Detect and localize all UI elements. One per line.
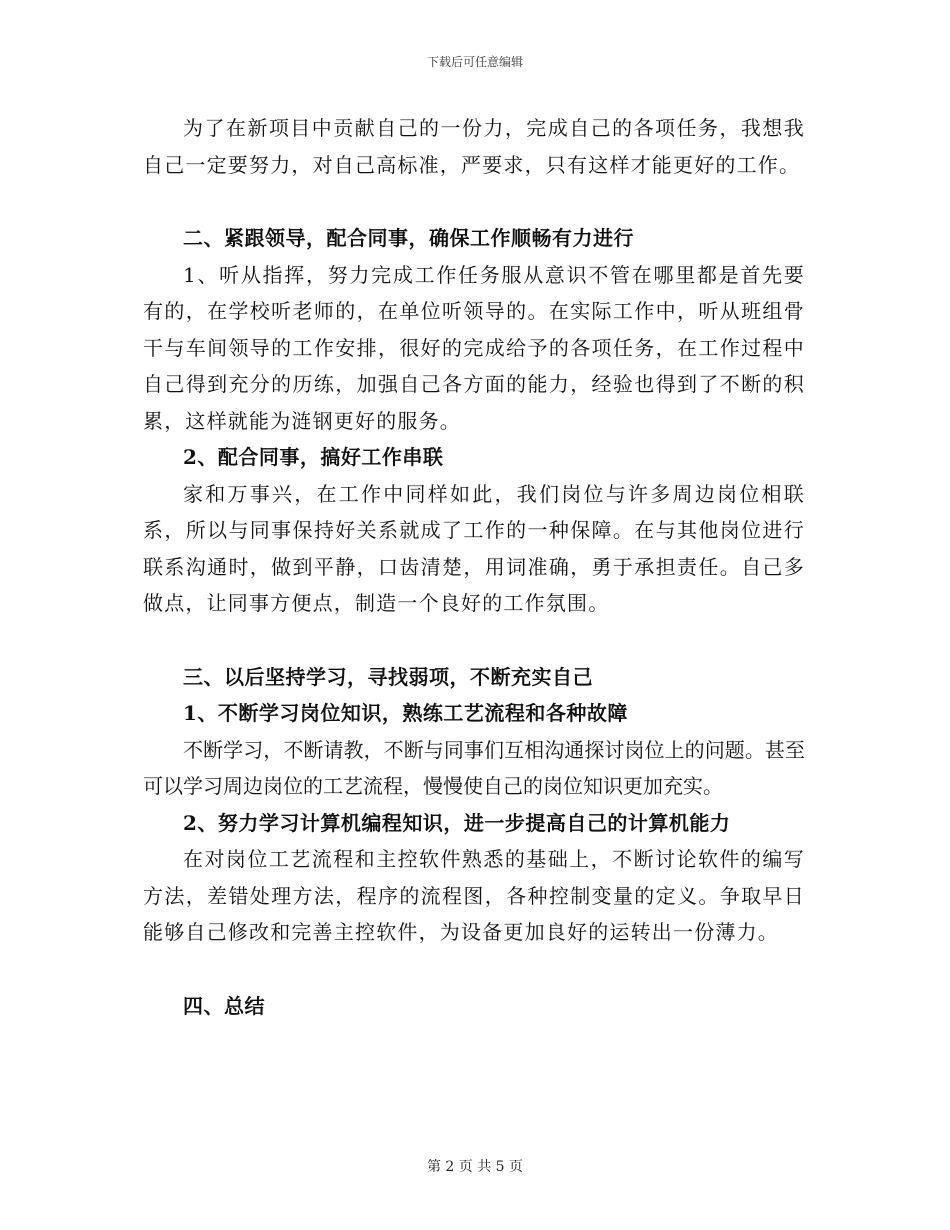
page-number: 第 2 页 共 5 页: [426, 1159, 524, 1175]
page-header: 下载后可任意编辑: [426, 55, 523, 69]
section-spacer: [143, 622, 805, 659]
section-spacer: [143, 183, 805, 220]
intro-paragraph: 为了在新项目中贡献自己的一份力，完成自己的各项任务，我想我自己一定要努力，对自己高标准，严要求，只有这样才能更好的工作。: [143, 116, 805, 177]
section-2-paragraph-2: 家和万事兴，在工作中同样如此，我们岗位与许多周边岗位相联系，所以与同事保持好关系就成了工作的一种保障。在与其他岗位进行联系沟通时，做到平静，口齿清楚，用词准确，勇于承担责任。自己多做点，让同事方便点，制造一个良好的工作氛围。: [143, 481, 805, 615]
section-spacer: [143, 951, 805, 988]
section-2-title: 二、紧跟领导，配合同事，确保工作顺畅有力进行: [183, 226, 634, 250]
section-3-paragraph-1: 不断学习，不断请教，不断与同事们互相沟通探讨岗位上的问题。甚至可以学习周边岗位的工艺流程，慢慢使自己的岗位知识更加充实。: [143, 737, 805, 798]
section-3-subheading-1: 1、不断学习岗位知识，熟练工艺流程和各种故障: [183, 701, 628, 725]
section-3-title: 三、以后坚持学习，寻找弱项，不断充实自己: [183, 664, 593, 689]
section-3-paragraph-2: 在对岗位工艺流程和主控软件熟悉的基础上，不断讨论软件的编写方法，差错处理方法，程序的流程图，各种控制变量的定义。争取早日能够自己修改和完善主控软件，为设备更加良好的运转出一份薄力。: [143, 847, 805, 944]
section-3-subheading-2: 2、努力学习计算机编程知识，进一步提高自己的计算机能力: [183, 810, 731, 835]
section-4-title: 四、总结: [183, 993, 265, 1018]
document-body: [143, 110, 805, 1024]
section-2-paragraph-1: 1、听从指挥，努力完成工作任务服从意识不管在哪里都是首先要有的，在学校听老师的，在单位听领导的。在实际工作中，听从班组骨干与车间领导的工作安排，很好的完成给予的各项任务，在工作过程中自己得到充分的历练，加强自己各方面的能力，经验也得到了不断的积累，这样就能为涟钢更好的服务。: [143, 262, 805, 433]
section-2-subheading-2: 2、配合同事，搞好工作串联: [183, 445, 444, 469]
